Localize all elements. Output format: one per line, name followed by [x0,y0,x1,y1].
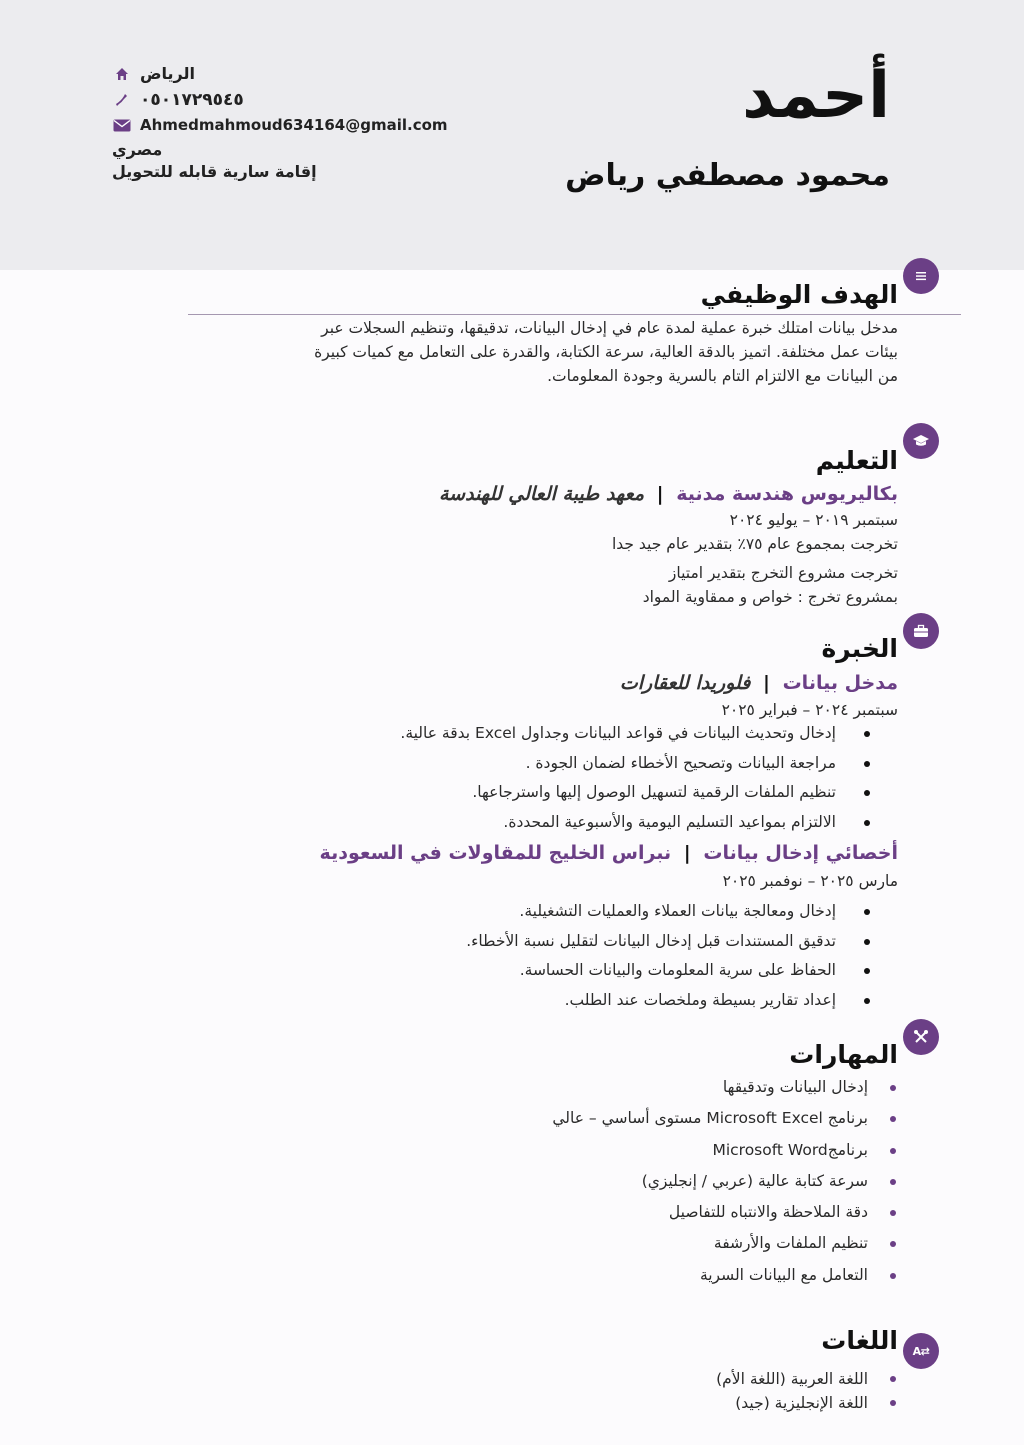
list-item: الحفاظ على سرية المعلومات والبيانات الحساسة. [276,956,836,986]
briefcase-icon [903,613,939,649]
list-item: إعداد تقارير بسيطة وملخصات عند الطلب. [276,986,836,1016]
list-item: دقة الملاحظة والانتباه للتفاصيل [348,1197,868,1228]
objective-line: بيئات عمل مختلفة. اتميز بالدقة العالية، سرعة الكتابة، والقدرة على التعامل مع كميات كبيرة [314,343,898,361]
education-title: التعليم [815,446,898,475]
nationality: مصري [112,140,163,159]
skills-title: المهارات [789,1040,898,1069]
job-bullets [276,897,836,1015]
job-separator: | [763,672,770,694]
list-item: إدخال ومعالجة بيانات العملاء والعمليات التشغيلية. [276,897,836,927]
list-item: اللغة الإنجليزية (جيد) [468,1391,868,1415]
objective-title: الهدف الوظيفي [700,280,898,309]
project-grade: تخرجت مشروع التخرج بتقدير امتياز [668,564,898,582]
job-dates: سبتمبر ٢٠٢٤ – فبراير ٢٠٢٥ [721,701,898,719]
list-item: تنظيم الملفات والأرشفة [348,1228,868,1259]
job-company: نبراس الخليج للمقاولات في السعودية [319,842,672,864]
job-bullets [276,719,836,837]
objective-divider [188,314,961,315]
list-item: سرعة كتابة عالية (عربي / إنجليزي) [348,1166,868,1197]
list-item: اللغة العربية (اللغة الأم) [468,1367,868,1391]
list-icon [903,258,939,294]
list-item: إدخال البيانات وتدقيقها [348,1072,868,1103]
experience-title: الخبرة [821,634,898,663]
contact-phone [112,90,244,110]
contact-email[interactable] [112,116,448,134]
phone-icon [112,93,132,107]
graduation-cap-icon [903,423,939,459]
languages-title: اللغات [821,1326,898,1355]
residency: إقامة سارية قابله للتحويل [112,162,317,181]
education-heading [198,481,898,507]
list-item: مراجعة البيانات وتصحيح الأخطاء لضمان الجودة . [276,749,836,779]
languages-list [468,1367,868,1415]
header-band [0,0,1024,270]
mail-icon [112,119,132,132]
translate-icon: A⇄ [903,1333,939,1369]
list-item: تدقيق المستندات قبل إدخال البيانات لتقليل نسبة الأخطاء. [276,927,836,957]
list-item: التعامل مع البيانات السرية [348,1260,868,1291]
list-item: برنامجMicrosoft Word [348,1135,868,1166]
job-role: مدخل بيانات [782,672,898,694]
education-grade: تخرجت بمجموع عام ٧٥٪ بتقدير عام جيد جدا [611,535,898,553]
job-company: فلوريدا للعقارات [619,672,751,694]
project-title: بمشروع تخرج : خواص و ممقاوية المواد [642,588,898,606]
objective-line: مدخل بيانات امتلك خبرة عملية لمدة عام في إدخال البيانات، تدقيقها، وتنظيم السجلات عبر [321,319,898,337]
email-text[interactable]: Ahmedmahmoud634164@gmail.com [140,116,448,134]
list-item: برنامج Microsoft Excel مستوى أساسي – عالي [348,1103,868,1134]
job-role: أخصائي إدخال بيانات [703,842,898,864]
education-dates: سبتمبر ٢٠١٩ – يوليو ٢٠٢٤ [729,511,898,529]
tools-icon [903,1019,939,1055]
full-name: محمود مصطفي رياض [565,158,890,193]
skills-list [348,1072,868,1291]
list-item: إدخال وتحديث البيانات في قواعد البيانات وجداول Excel بدقة عالية. [276,719,836,749]
degree: بكاليريوس هندسة مدنية [676,483,898,505]
institute: معهد طيبة العالي للهندسة [439,483,644,505]
list-item: تنظيم الملفات الرقمية لتسهيل الوصول إليها واسترجاعها. [276,778,836,808]
city-text: الرياض [140,64,195,83]
job-separator: | [683,842,691,864]
education-separator: | [656,483,664,505]
objective-text [178,316,898,388]
list-item: الالتزام بمواعيد التسليم اليومية والأسبوعية المحددة. [276,808,836,838]
first-name: أحمد [742,59,890,133]
objective-line: من البيانات مع الالتزام التام بالسرية وجودة المعلومات. [547,367,898,385]
home-icon [112,67,132,81]
job-heading [198,670,898,696]
phone-text: ٠٥٠١٧٢٩٥٤٥ [140,90,244,110]
job-heading [198,840,898,866]
contact-city [112,64,195,83]
job-dates: مارس ٢٠٢٥ – نوفمبر ٢٠٢٥ [722,872,898,890]
